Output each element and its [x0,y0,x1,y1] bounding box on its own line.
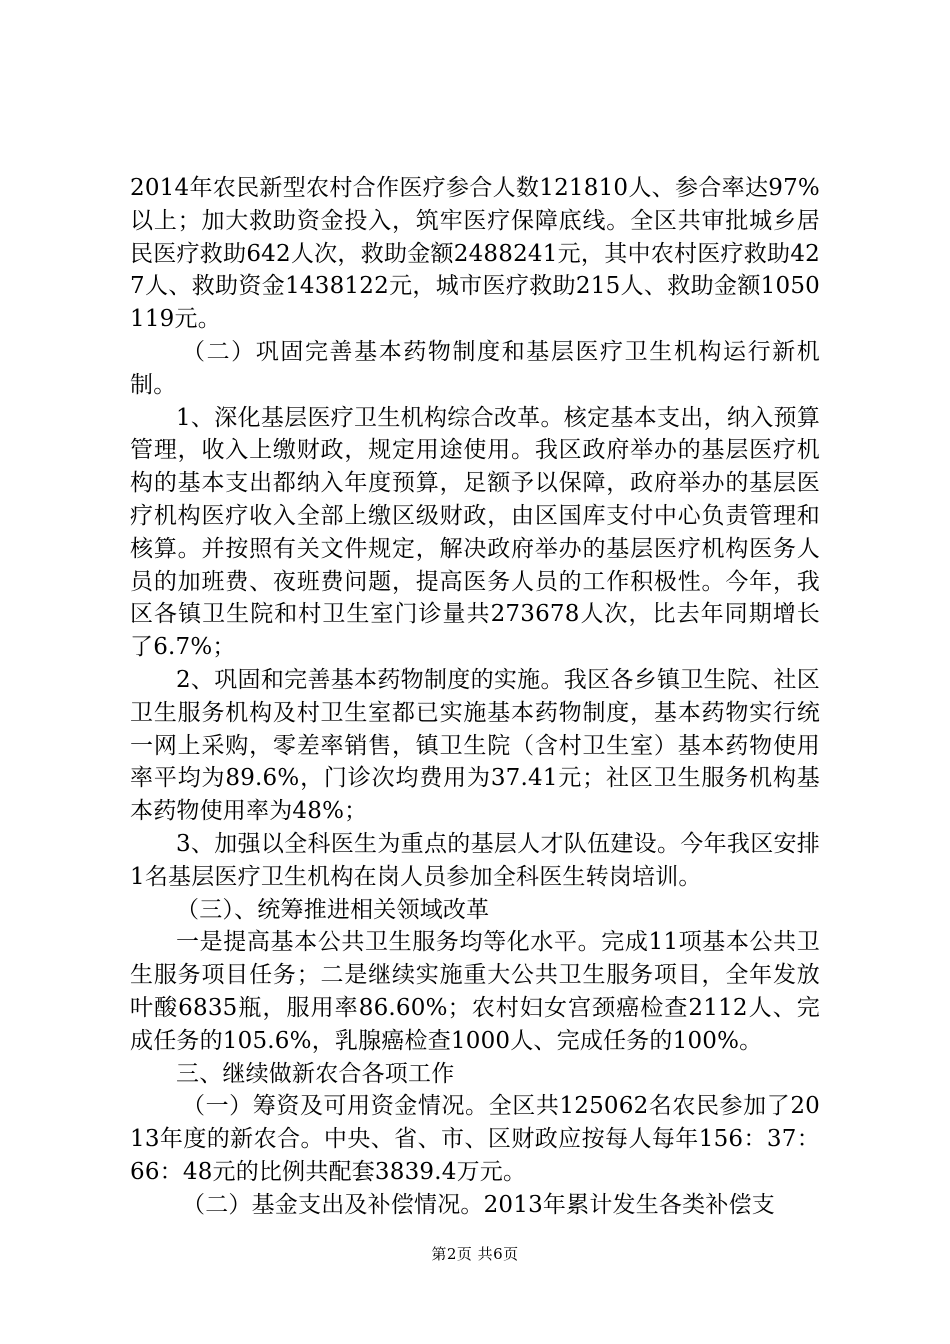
paragraph-public-health: 一是提高基本公共卫生服务均等化水平。完成11项基本公共卫生服务项目任务；二是继续实施重大公共卫生服务项目，全年发放叶酸6835瓶，服用率86.60%；农村妇女宫颈癌检查2112人、完成任务的105.6%，乳腺癌检查1000人、完成任务的100%。 [130,929,820,1054]
paragraph-item-2: 2、巩固和完善基本药物制度的实施。我区各乡镇卫生院、社区卫生服务机构及村卫生室都已实施基本药物制度，基本药物实行统一网上采购，零差率销售，镇卫生院（含村卫生室）基本药物使用率平均为89.6%，门诊次均费用为37.41元；社区卫生服务机构基本药物使用率为48%； [130,666,820,825]
paragraph-section-heading-3: （三）、统筹推进相关领域改革 [176,896,490,923]
paragraph-item-1: 1、深化基层医疗卫生机构综合改革。核定基本支出，纳入预算管理，收入上缴财政，规定用途使用。我区政府举办的基层医疗机构的基本支出都纳入年度预算，足额予以保障，政府举办的基层医疗机构医疗收入全部上缴区级财政，由区国库支付中心负责管理和核算。并按照有关文件规定，解决政府举办的基层医疗机构医务人员的加班费、夜班费问题，提高医务人员的工作积极性。今年，我区各镇卫生院和村卫生室门诊量共273678人次，比去年同期增长了6.7%； [130,404,820,661]
paragraph-chapter-heading-3: 三、继续做新农合各项工作 [176,1060,455,1087]
paragraph-item-3: 3、加强以全科医生为重点的基层人才队伍建设。今年我区安排1名基层医疗卫生机构在岗人员参加全科医生转岗培训。 [130,830,820,890]
page-number-footer: 第2页 共6页 [431,1245,519,1263]
document-body [130,172,820,1222]
paragraph-insurance-summary: 2014年农民新型农村合作医疗参合人数121810人、参合率达97%以上；加大救助资金投入，筑牢医疗保障底线。全区共审批城乡居民医疗救助642人次，救助金额2488241元，其中农村医疗救助427人、救助资金1438122元，城市医疗救助215人、救助金额1050119元。 [130,175,820,333]
paragraph-section-heading-2: （二）巩固完善基本药物制度和基层医疗卫生机构运行新机制。 [130,338,820,398]
paragraph-fund-expenditure: （二）基金支出及补偿情况。2013年累计发生各类补偿支 [182,1191,775,1218]
paragraph-funding: （一）筹资及可用资金情况。全区共125062名农民参加了2013年度的新农合。中央、省、市、区财政应按每人每年156：37：66：48元的比例共配套3839.4万元。 [130,1093,820,1185]
